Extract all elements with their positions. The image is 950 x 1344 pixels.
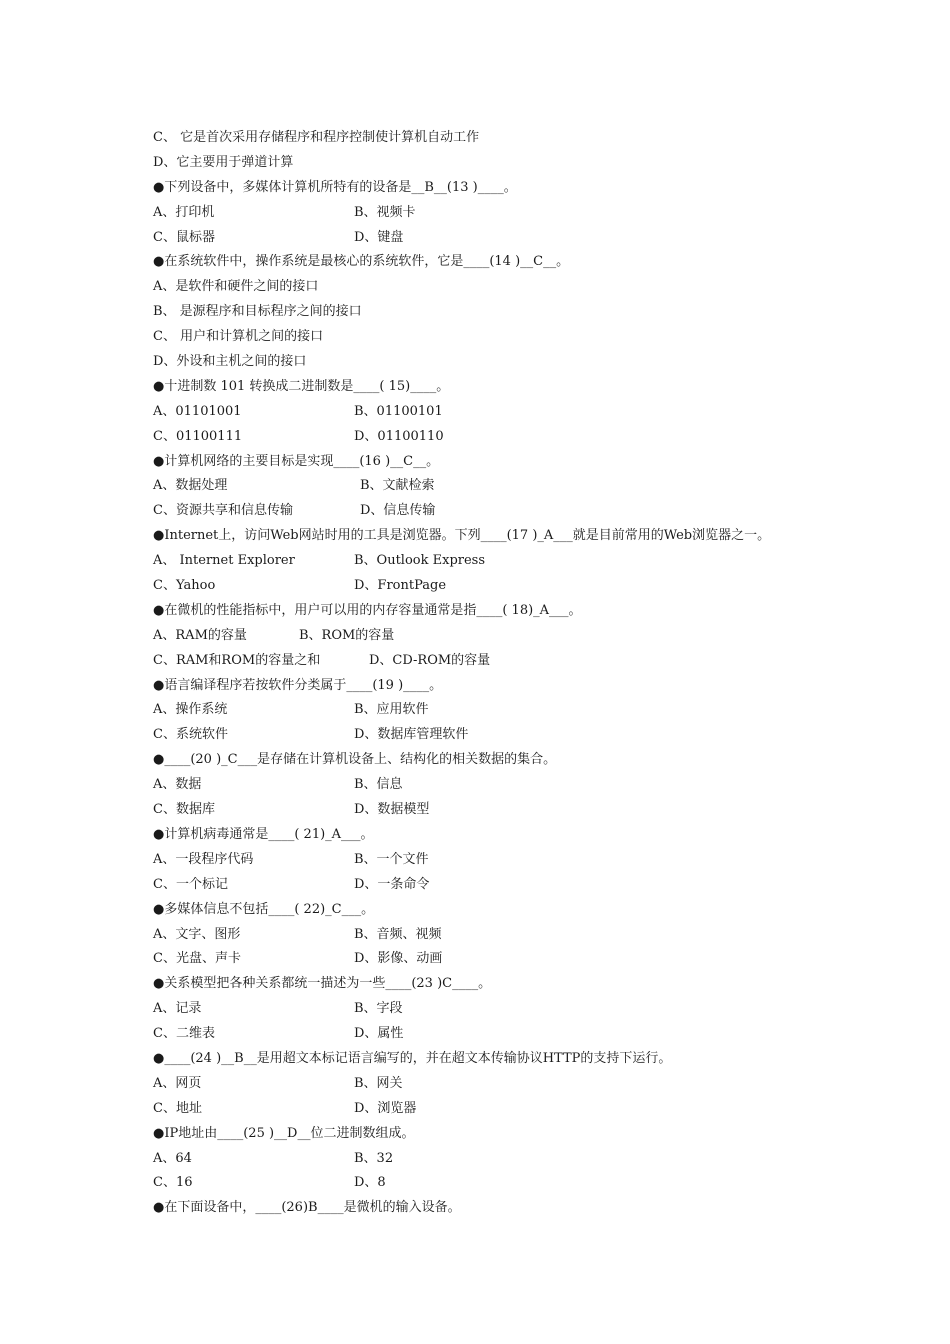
- option-row: [153, 226, 853, 251]
- option-right: D、8: [354, 1175, 386, 1191]
- question-line: ●在下面设备中，____(26)B____是微机的输入设备。: [153, 1200, 461, 1216]
- option-row: [153, 574, 853, 599]
- option-row: [153, 1147, 853, 1172]
- option-right: D、数据模型: [354, 802, 430, 818]
- option-right: B、应用软件: [354, 702, 429, 718]
- option-left: A、RAM的容量: [153, 627, 247, 643]
- question-line: ●____(20 )_C___是存储在计算机设备上、结构化的相关数据的集合。: [153, 752, 557, 768]
- option-row: [153, 425, 853, 450]
- option-left: C、16: [153, 1175, 193, 1191]
- option-right: D、键盘: [354, 229, 404, 245]
- question-line: ●多媒体信息不包括____( 22)_C___。: [153, 901, 375, 917]
- option-right: D、CD-ROM的容量: [369, 652, 491, 668]
- option-row: [153, 997, 853, 1022]
- option-right: D、浏览器: [354, 1100, 417, 1116]
- option-row: [153, 698, 853, 723]
- option-row: [153, 1097, 853, 1122]
- option-row: [153, 773, 853, 798]
- option-row: [153, 723, 853, 748]
- text-line: B、 是源程序和目标程序之间的接口: [153, 304, 362, 320]
- option-row: [153, 873, 853, 898]
- option-left: C、数据库: [153, 802, 215, 818]
- option-left: C、Yahoo: [153, 578, 216, 594]
- option-left: A、打印机: [153, 204, 215, 220]
- option-right: B、01100101: [354, 403, 443, 419]
- option-left: C、鼠标器: [153, 229, 215, 245]
- text-line: D、它主要用于弹道计算: [153, 154, 294, 170]
- option-right: D、FrontPage: [354, 578, 447, 594]
- text-line: A、是软件和硬件之间的接口: [153, 279, 319, 295]
- option-left: C、01100111: [153, 428, 243, 444]
- option-row: [153, 798, 853, 823]
- option-row: [153, 624, 853, 649]
- text-line: D、外设和主机之间的接口: [153, 354, 307, 370]
- option-left: C、系统软件: [153, 727, 228, 743]
- option-right: D、数据库管理软件: [354, 727, 469, 743]
- question-line: ●Internet上，访问Web网站时用的工具是浏览器。下列____(17 )_A___就是目前常用的Web浏览器之一。: [153, 528, 771, 544]
- document-page: [153, 126, 853, 1221]
- option-right: D、信息传输: [360, 503, 436, 519]
- option-row: [153, 1072, 853, 1097]
- option-left: C、地址: [153, 1100, 202, 1116]
- option-right: B、一个文件: [354, 851, 429, 867]
- option-right: D、01100110: [354, 428, 444, 444]
- option-row: [153, 499, 853, 524]
- option-left: A、记录: [153, 1001, 202, 1017]
- question-line: ●计算机网络的主要目标是实现____(16 )__C__。: [153, 453, 440, 469]
- option-left: C、光盘、声卡: [153, 951, 241, 967]
- option-left: A、 Internet Explorer: [153, 553, 295, 569]
- option-right: D、一条命令: [354, 876, 430, 892]
- question-line: ●语言编译程序若按软件分类属于____(19 )____。: [153, 677, 443, 693]
- question-line: ●关系模型把各种关系都统一描述为一些____(23 )C____。: [153, 976, 492, 992]
- option-left: A、64: [153, 1150, 192, 1166]
- option-left: A、文字、图形: [153, 926, 241, 942]
- option-left: A、01101001: [153, 403, 242, 419]
- question-line: ●计算机病毒通常是____( 21)_A___。: [153, 826, 374, 842]
- option-row: [153, 1171, 853, 1196]
- question-line: ●IP地址由____(25 )__D__位二进制数组成。: [153, 1125, 415, 1141]
- option-row: [153, 947, 853, 972]
- option-row: [153, 400, 853, 425]
- question-line: ●在系统软件中，操作系统是最核心的系统软件，它是____(14 )__C__。: [153, 254, 570, 270]
- option-right: B、文献检索: [360, 478, 435, 494]
- option-right: B、音频、视频: [354, 926, 442, 942]
- option-left: A、数据: [153, 777, 202, 793]
- option-right: B、信息: [354, 777, 403, 793]
- text-line: C、 用户和计算机之间的接口: [153, 329, 324, 345]
- option-row: [153, 549, 853, 574]
- option-left: C、资源共享和信息传输: [153, 503, 293, 519]
- question-line: ●在微机的性能指标中，用户可以用的内存容量通常是指____( 18)_A___。: [153, 602, 582, 618]
- option-left: A、一段程序代码: [153, 851, 254, 867]
- option-row: [153, 1022, 853, 1047]
- option-left: C、RAM和ROM的容量之和: [153, 652, 321, 668]
- option-left: A、网页: [153, 1075, 202, 1091]
- question-line: ●____(24 )__B__是用超文本标记语言编写的，并在超文本传输协议HTTP的支持下运行。: [153, 1050, 672, 1066]
- option-right: D、属性: [354, 1026, 404, 1042]
- option-row: [153, 848, 853, 873]
- option-right: B、网关: [354, 1075, 403, 1091]
- question-line: ●下列设备中，多媒体计算机所特有的设备是__B__(13 )____。: [153, 179, 517, 195]
- option-left: C、二维表: [153, 1026, 215, 1042]
- option-row: [153, 649, 853, 674]
- option-row: [153, 201, 853, 226]
- option-right: B、Outlook Express: [354, 553, 486, 569]
- option-row: [153, 923, 853, 948]
- question-line: ●十进制数 101 转换成二进制数是____( 15)____。: [153, 378, 450, 394]
- option-left: A、数据处理: [153, 478, 228, 494]
- text-line: C、 它是首次采用存储程序和程序控制使计算机自动工作: [153, 130, 480, 145]
- option-right: B、32: [354, 1150, 394, 1166]
- option-row: [153, 474, 853, 499]
- option-right: B、ROM的容量: [299, 627, 395, 643]
- option-left: C、一个标记: [153, 876, 228, 892]
- option-right: D、影像、动画: [354, 951, 443, 967]
- option-right: B、字段: [354, 1001, 403, 1017]
- option-right: B、视频卡: [354, 204, 416, 220]
- option-left: A、操作系统: [153, 702, 228, 718]
